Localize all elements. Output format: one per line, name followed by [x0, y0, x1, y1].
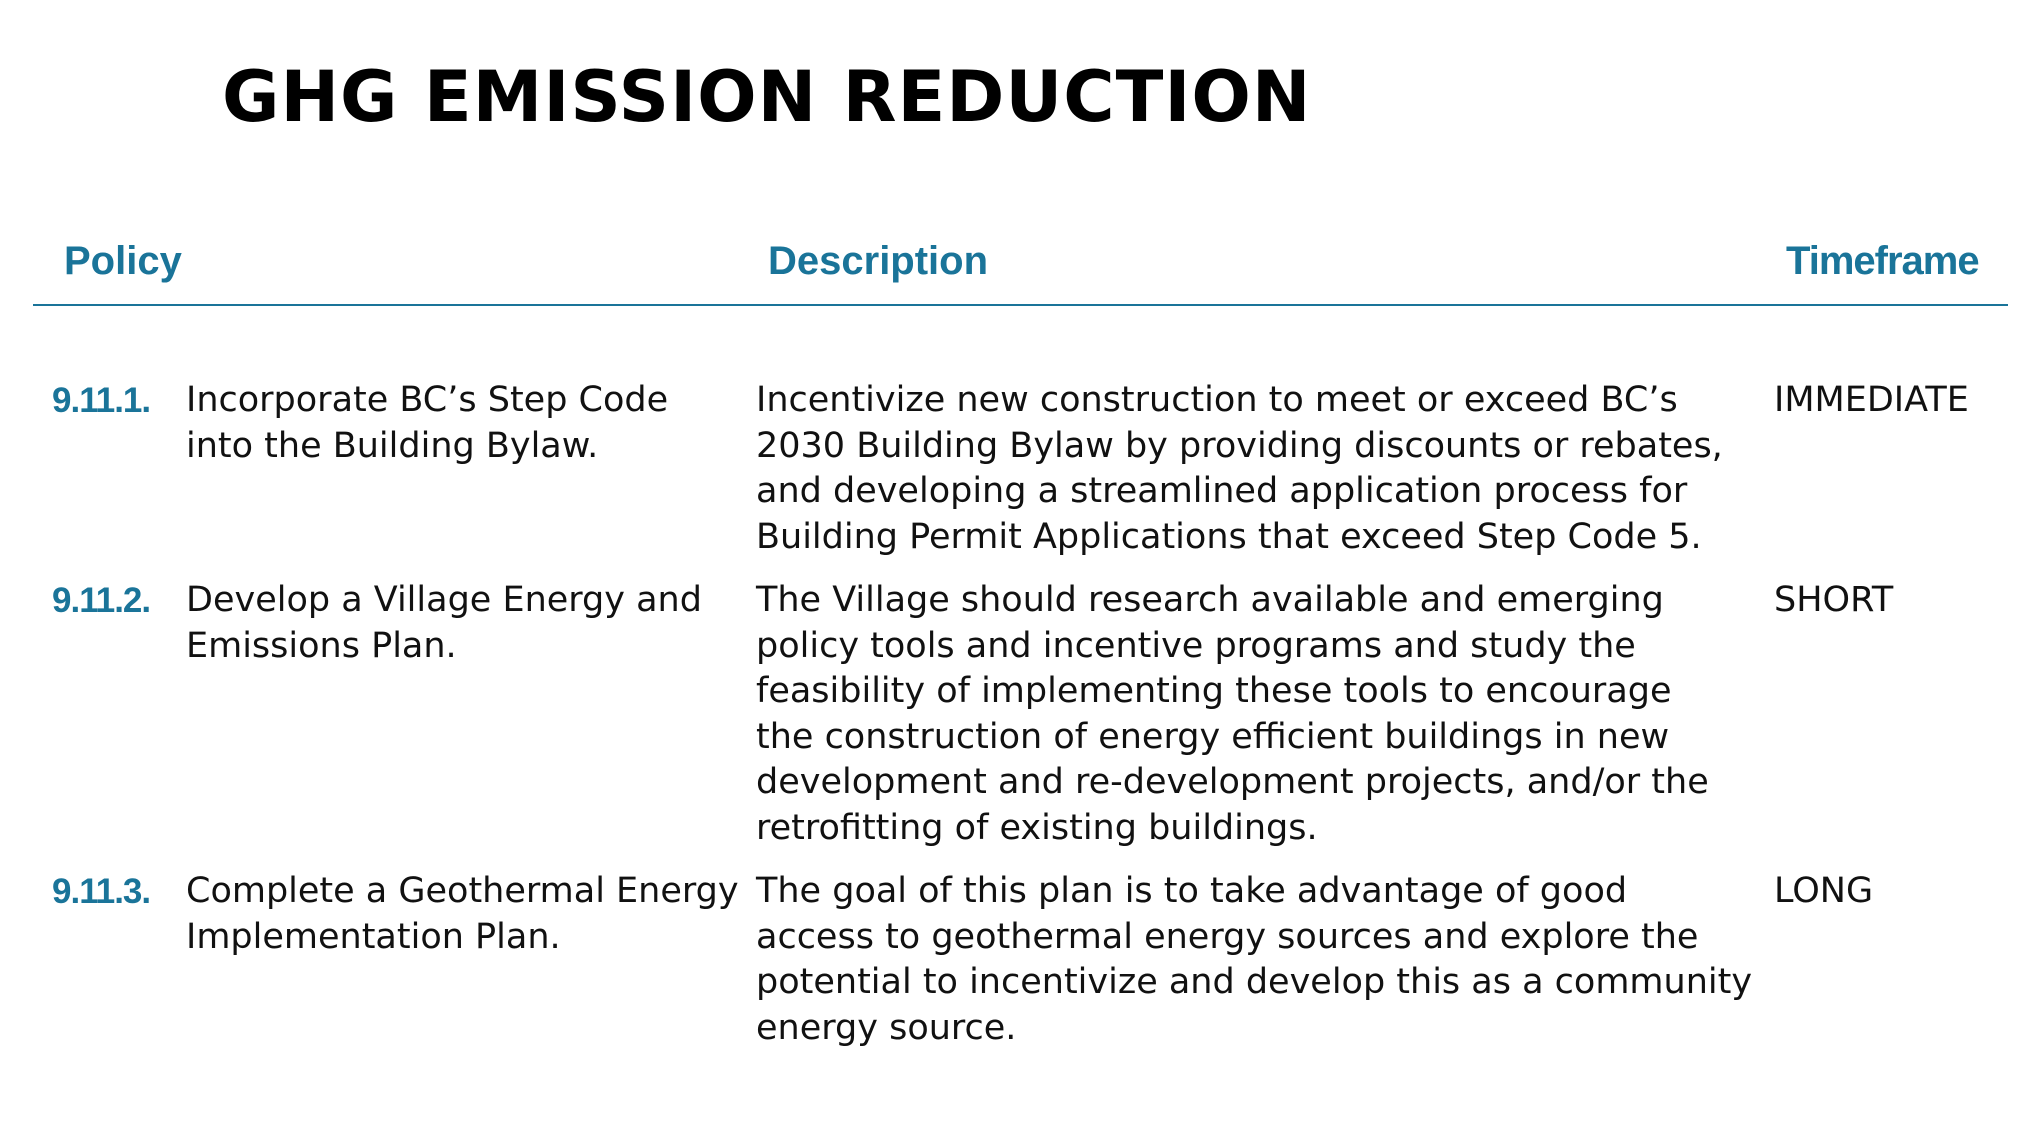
policy-number: 9.11.2.	[52, 581, 151, 620]
page-title: GHG EMISSION REDUCTION	[222, 56, 1312, 138]
policy-description: The goal of this plan is to take advantage of good access to geothermal energy sources and explore the potential to incentivize and develop this as a community energy source.	[756, 871, 1753, 1048]
policy-timeframe: SHORT	[1774, 580, 1894, 620]
policy-number: 9.11.3.	[52, 872, 151, 911]
policy-text: Develop a Village Energy and Emissions Plan.	[186, 580, 702, 666]
policy-description: Incentivize new construction to meet or exceed BC’s 2030 Building Bylaw by providing discounts or rebates, and developing a streamlined application process for Building Permit Applications that exceed Step Code 5.	[756, 380, 1723, 557]
policy-timeframe: IMMEDIATE	[1774, 380, 1969, 420]
policy-timeframe: LONG	[1774, 871, 1874, 911]
column-header-policy: Policy	[64, 239, 182, 283]
policy-number: 9.11.1.	[52, 381, 151, 420]
policy-text: Incorporate BC’s Step Code into the Building Bylaw.	[186, 380, 669, 466]
column-header-description: Description	[768, 239, 989, 283]
policy-text: Complete a Geothermal Energy Implementation Plan.	[186, 871, 739, 957]
column-header-timeframe: Timeframe	[1786, 239, 1979, 283]
header-divider	[33, 304, 2008, 306]
policy-description: The Village should research available and emerging policy tools and incentive programs and study the feasibility of implementing these tools to encourage the construction of energy efficient buildings in new development and re-development projects, and/or the retrofitting of existing buildings.	[756, 580, 1709, 848]
